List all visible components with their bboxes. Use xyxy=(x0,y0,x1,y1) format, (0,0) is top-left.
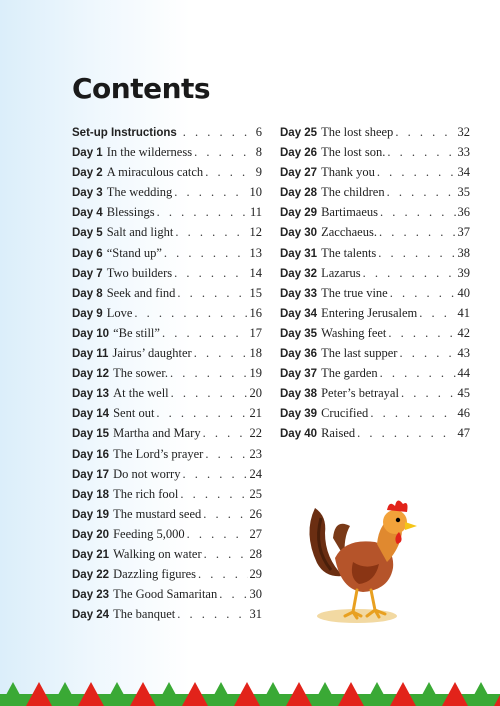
toc-entry xyxy=(72,363,262,383)
toc-entry-day: Day 1 xyxy=(72,147,103,160)
toc-entry-title: Martha and Mary xyxy=(113,426,201,441)
dot-leader xyxy=(177,283,247,303)
toc-entry-day: Day 30 xyxy=(280,227,318,240)
toc-entry-page: 12 xyxy=(249,225,262,240)
toc-entry-page: 33 xyxy=(457,145,470,160)
toc-entry-page: 6 xyxy=(255,125,262,139)
dot-leader xyxy=(174,182,247,202)
toc-entry-day: Day 35 xyxy=(280,327,318,340)
toc-entry xyxy=(72,564,262,584)
dot-leader xyxy=(182,464,247,484)
dot-leader xyxy=(174,263,247,283)
toc-entry-page: 11 xyxy=(249,205,262,220)
toc-entry xyxy=(72,162,262,182)
toc-entry-title: Seek and find xyxy=(106,285,176,300)
toc-entry xyxy=(72,122,262,142)
toc-entry-title: Feeding 5,000 xyxy=(113,526,185,541)
toc-entry-title: The Good Samaritan xyxy=(113,587,218,602)
toc-entry-day: Day 22 xyxy=(72,569,110,582)
toc-entry xyxy=(72,222,262,242)
toc-entry xyxy=(280,323,470,343)
dot-leader xyxy=(380,363,456,383)
toc-entry-day: Day 16 xyxy=(72,448,110,461)
toc-entry-page: 14 xyxy=(249,265,262,280)
toc-entry-day: Day 5 xyxy=(72,227,103,240)
toc-entry-title: Blessings xyxy=(106,205,155,220)
toc-entry-title: Salt and light xyxy=(106,225,174,240)
toc-entry-day: Day 6 xyxy=(72,247,103,260)
toc-entry-page: 27 xyxy=(249,526,262,541)
toc-entry-day: Day 38 xyxy=(280,388,318,401)
toc-entry-page: 47 xyxy=(457,426,470,441)
toc-entry-day: Day 36 xyxy=(280,348,318,361)
dot-leader xyxy=(157,202,248,222)
toc-entry-title: Crucified xyxy=(321,406,369,421)
toc-entry xyxy=(72,343,262,363)
toc-entry xyxy=(72,604,262,624)
toc-entry-title: Bartimaeus xyxy=(321,205,379,220)
toc-right-column xyxy=(280,122,470,444)
toc-entry-day: Day 4 xyxy=(72,207,103,220)
toc-entry-title: The Lord’s prayer xyxy=(113,446,204,461)
toc-entry xyxy=(280,243,470,263)
toc-entry-page: 17 xyxy=(249,325,262,340)
toc-entry-title: Love xyxy=(106,305,133,320)
toc-entry-page: 24 xyxy=(249,466,262,481)
dot-leader xyxy=(183,122,254,142)
toc-entry-title: Lazarus xyxy=(321,265,361,280)
toc-entry-day: Day 17 xyxy=(72,468,110,481)
toc-entry-page: 15 xyxy=(249,285,262,300)
toc-entry-title: The wedding xyxy=(106,185,173,200)
toc-entry xyxy=(280,283,470,303)
dot-leader xyxy=(198,564,247,584)
toc-entry xyxy=(72,544,262,564)
toc-entry-page: 22 xyxy=(249,426,262,441)
toc-entry xyxy=(280,122,470,142)
toc-entry xyxy=(280,142,470,162)
dot-leader xyxy=(205,444,247,464)
toc-entry xyxy=(280,162,470,182)
toc-entry-day: Day 29 xyxy=(280,207,318,220)
toc-entry-page: 21 xyxy=(249,406,262,421)
dot-leader xyxy=(170,363,248,383)
toc-entry-day: Day 7 xyxy=(72,267,103,280)
dot-leader xyxy=(164,243,248,263)
toc-entry-page: 25 xyxy=(249,486,262,501)
toc-entry-title: Walking on water xyxy=(113,546,202,561)
toc-entry xyxy=(280,403,470,423)
dot-leader xyxy=(378,243,455,263)
toc-entry xyxy=(72,403,262,423)
toc-entry-title: The mustard seed xyxy=(113,506,202,521)
dot-leader xyxy=(194,142,254,162)
toc-entry-day: Day 13 xyxy=(72,388,110,401)
toc-entry-title: “Be still” xyxy=(113,325,160,340)
toc-entry-title: A miraculous catch xyxy=(106,165,204,180)
toc-entry-title: “Stand up” xyxy=(106,245,162,260)
toc-entry-day: Day 40 xyxy=(280,428,318,441)
toc-entry-page: 20 xyxy=(249,386,262,401)
toc-entry-title: The lost son. xyxy=(321,145,386,160)
toc-entry xyxy=(72,182,262,202)
toc-entry xyxy=(280,222,470,242)
toc-entry-title: The children xyxy=(321,185,385,200)
dot-leader xyxy=(390,283,456,303)
toc-entry-day: Day 39 xyxy=(280,408,318,421)
toc-entry-day: Day 19 xyxy=(72,508,110,521)
toc-entry-page: 18 xyxy=(249,346,262,361)
toc-entry-title: The last supper xyxy=(321,346,398,361)
toc-entry xyxy=(72,263,262,283)
toc-entry xyxy=(72,484,262,504)
toc-entry xyxy=(72,323,262,343)
toc-entry xyxy=(280,182,470,202)
dot-leader xyxy=(388,323,455,343)
toc-entry xyxy=(72,584,262,604)
toc-entry-title: Sent out xyxy=(113,406,155,421)
toc-entry xyxy=(72,283,262,303)
dot-leader xyxy=(171,383,248,403)
toc-entry-title: Two builders xyxy=(106,265,173,280)
toc-entry-day: Day 25 xyxy=(280,127,318,139)
toc-entry xyxy=(72,444,262,464)
toc-entry-page: 34 xyxy=(457,165,470,180)
toc-entry-title: The lost sheep xyxy=(321,125,394,139)
toc-left-column xyxy=(72,122,262,624)
dot-leader xyxy=(194,343,248,363)
zigzag-border xyxy=(0,676,500,706)
toc-entry-page: 13 xyxy=(249,245,262,260)
toc-entry xyxy=(280,363,470,383)
toc-entry xyxy=(72,504,262,524)
dot-leader xyxy=(134,303,247,323)
toc-entry-day: Day 10 xyxy=(72,327,110,340)
toc-entry-title: The talents xyxy=(321,245,377,260)
toc-entry-page: 23 xyxy=(249,446,262,461)
toc-entry xyxy=(72,464,262,484)
toc-entry xyxy=(72,524,262,544)
toc-entry-page: 39 xyxy=(457,265,470,280)
toc-entry-page: 29 xyxy=(249,567,262,582)
toc-entry-page: 40 xyxy=(457,285,470,300)
toc-entry xyxy=(280,383,470,403)
toc-entry-title: At the well xyxy=(113,386,169,401)
dot-leader xyxy=(380,202,455,222)
toc-entry xyxy=(72,303,262,323)
toc-entry-day: Day 8 xyxy=(72,287,103,300)
toc-entry-day: Day 32 xyxy=(280,267,318,280)
toc-entry-title: Dazzling figures xyxy=(113,567,197,582)
dot-leader xyxy=(379,222,456,242)
dot-leader xyxy=(219,584,247,604)
dot-leader xyxy=(363,263,456,283)
dot-leader xyxy=(387,142,455,162)
toc-entry-page: 44 xyxy=(457,366,470,381)
toc-entry-day: Day 31 xyxy=(280,247,318,260)
toc-entry-day: Day 9 xyxy=(72,307,103,320)
dot-leader xyxy=(156,403,247,423)
dot-leader xyxy=(399,343,455,363)
toc-entry-day: Day 27 xyxy=(280,167,318,180)
toc-entry-page: 8 xyxy=(255,145,262,160)
dot-leader xyxy=(387,182,456,202)
toc-entry-title: Raised xyxy=(321,426,356,441)
toc-entry xyxy=(280,423,470,443)
toc-entry-day: Day 15 xyxy=(72,428,110,441)
toc-entry-day: Day 33 xyxy=(280,287,318,300)
toc-entry-page: 30 xyxy=(249,587,262,602)
toc-entry xyxy=(280,263,470,283)
toc-entry-title: In the wilderness xyxy=(106,145,193,160)
toc-entry-title: The rich fool xyxy=(113,486,179,501)
toc-entry xyxy=(72,383,262,403)
toc-entry-title: The sower. xyxy=(113,366,168,381)
dot-leader xyxy=(377,162,456,182)
toc-entry-page: 46 xyxy=(457,406,470,421)
toc-entry-day: Day 11 xyxy=(72,348,109,361)
dot-leader xyxy=(395,122,455,142)
dot-leader xyxy=(203,504,247,524)
page-title: Contents xyxy=(72,72,211,105)
toc-entry xyxy=(280,343,470,363)
dot-leader xyxy=(204,544,248,564)
toc-entry-day: Day 14 xyxy=(72,408,110,421)
toc-entry-page: 31 xyxy=(249,607,262,622)
toc-entry-day: Day 20 xyxy=(72,528,110,541)
toc-entry-day: Day 34 xyxy=(280,307,318,320)
dot-leader xyxy=(187,524,248,544)
dot-leader xyxy=(370,403,455,423)
toc-entry-day: Set-up Instructions xyxy=(72,127,177,139)
dot-leader xyxy=(419,303,455,323)
toc-entry-day: Day 12 xyxy=(72,368,110,381)
toc-entry xyxy=(72,243,262,263)
toc-entry-page: 35 xyxy=(457,185,470,200)
dot-leader xyxy=(205,162,254,182)
toc-entry-day: Day 21 xyxy=(72,548,110,561)
toc-entry-page: 9 xyxy=(255,165,262,180)
toc-entry-title: Washing feet xyxy=(321,325,387,340)
toc-entry-day: Day 23 xyxy=(72,589,110,602)
toc-entry-page: 36 xyxy=(457,205,470,220)
dot-leader xyxy=(175,222,247,242)
toc-entry-day: Day 26 xyxy=(280,147,318,160)
toc-entry-title: Zacchaeus. xyxy=(321,225,377,240)
toc-entry-page: 28 xyxy=(249,546,262,561)
toc-entry-day: Day 3 xyxy=(72,187,103,200)
toc-entry-page: 38 xyxy=(457,245,470,260)
dot-leader xyxy=(180,484,247,504)
toc-entry-page: 32 xyxy=(457,125,470,139)
dot-leader xyxy=(162,323,248,343)
toc-entry-page: 41 xyxy=(457,305,470,320)
toc-entry-title: Jairus’ daughter xyxy=(112,346,192,361)
toc-entry-page: 45 xyxy=(457,386,470,401)
toc-entry xyxy=(72,423,262,443)
toc-entry-day: Day 24 xyxy=(72,609,110,622)
toc-entry-page: 26 xyxy=(249,506,262,521)
toc-entry-day: Day 18 xyxy=(72,488,110,501)
toc-entry-page: 37 xyxy=(457,225,470,240)
toc-entry-title: Peter’s betrayal xyxy=(321,386,399,401)
dot-leader xyxy=(401,383,456,403)
dot-leader xyxy=(177,604,247,624)
toc-entry xyxy=(72,142,262,162)
toc-entry-title: The true vine xyxy=(321,285,388,300)
toc-entry xyxy=(280,303,470,323)
toc-entry-title: Entering Jerusalem xyxy=(321,305,418,320)
toc-entry-page: 10 xyxy=(249,185,262,200)
rooster-icon xyxy=(295,478,425,628)
toc-entry-day: Day 37 xyxy=(280,368,318,381)
toc-entry-day: Day 28 xyxy=(280,187,318,200)
toc-entry xyxy=(72,202,262,222)
toc-entry xyxy=(280,202,470,222)
toc-entry-title: Do not worry xyxy=(113,466,181,481)
toc-entry-title: Thank you xyxy=(321,165,375,180)
toc-entry-page: 43 xyxy=(457,346,470,361)
toc-entry-title: The banquet xyxy=(113,607,176,622)
toc-entry-page: 42 xyxy=(457,325,470,340)
dot-leader xyxy=(203,423,248,443)
toc-entry-day: Day 2 xyxy=(72,167,103,180)
toc-entry-page: 16 xyxy=(249,305,262,320)
dot-leader xyxy=(357,423,455,443)
toc-entry-title: The garden xyxy=(321,366,378,381)
toc-entry-page: 19 xyxy=(249,366,262,381)
